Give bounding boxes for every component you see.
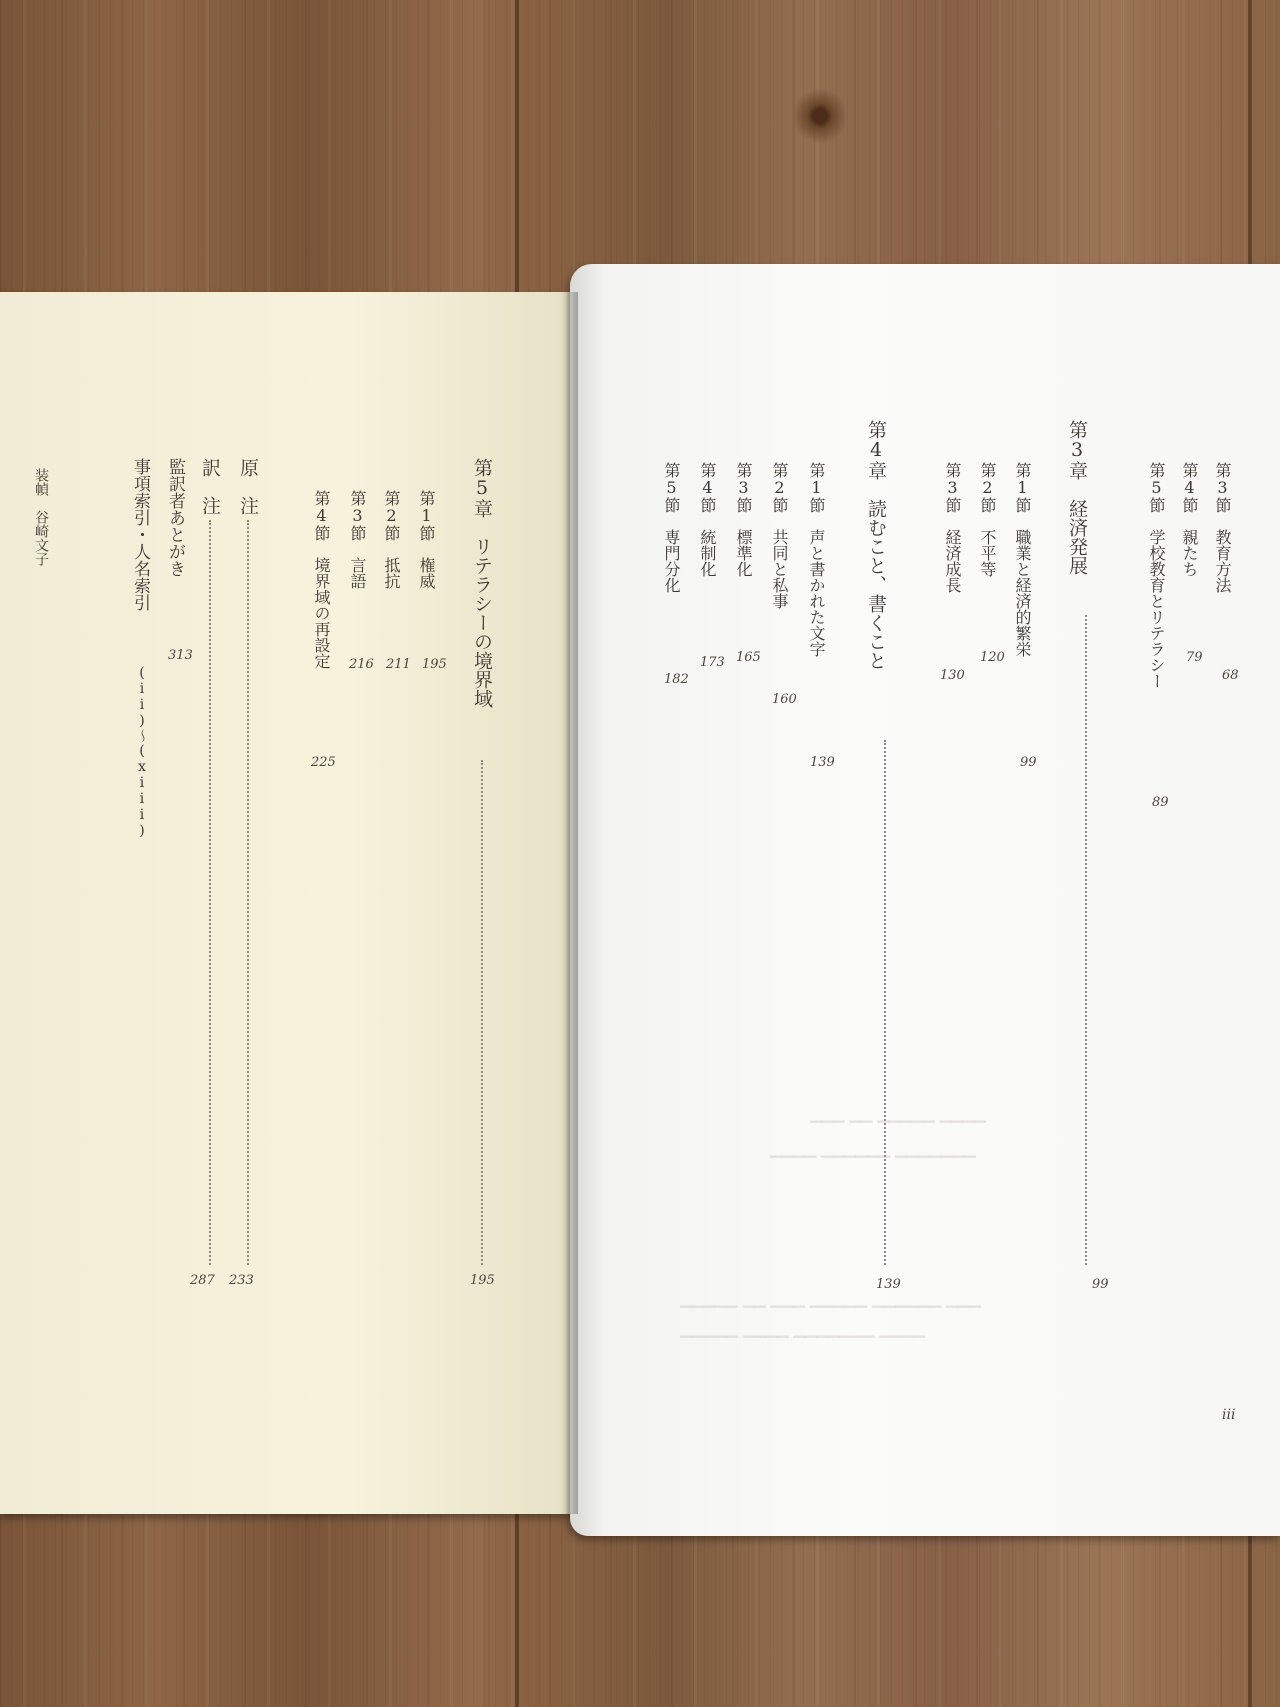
- toc-label: 第3節 経済成長: [943, 462, 962, 593]
- toc-yakuchu: [200, 458, 219, 515]
- toc-index: [131, 458, 148, 611]
- toc-section-4-1: [808, 462, 824, 657]
- toc-page-number: 182: [664, 672, 689, 687]
- bleed-through-text: ▁▁▁▁▁ ▁▁ ▁▁▁ ▁▁▁▁▁ ▁▁▁▁▁▁ ▁▁▁: [680, 1290, 981, 1308]
- toc-section-4-2: [771, 462, 787, 609]
- index-range-end: (xiii): [134, 743, 150, 839]
- bleed-through-text: ▁▁▁▁ ▁▁▁▁▁▁ ▁▁▁▁▁▁▁: [770, 1140, 976, 1158]
- toc-label: 訳 注: [199, 458, 221, 515]
- index-range-start: (ii): [134, 665, 150, 729]
- toc-page-number: 211: [386, 657, 411, 672]
- toc-page-number: 89: [1152, 795, 1169, 810]
- index-range-tilde: 〜: [134, 729, 150, 743]
- book-gutter: [566, 292, 578, 1514]
- toc-section-4-5: [663, 462, 679, 593]
- toc-label: 第3節 教育方法: [1213, 462, 1232, 593]
- book-design-credit: [34, 468, 48, 566]
- toc-leader-dots: [247, 520, 249, 1265]
- toc-label: 第5節 専門分化: [662, 462, 681, 593]
- bleed-through-text: ▁▁▁ ▁▁ ▁▁▁▁▁ ▁▁▁▁: [810, 1105, 986, 1123]
- toc-section-3-3: [944, 462, 960, 593]
- wood-knot: [792, 88, 848, 144]
- toc-label: 第5節 学校教育とリテラシー: [1147, 462, 1166, 689]
- toc-label: 第5章 リテラシーの境界域: [471, 458, 493, 708]
- toc-entry-carryover-1: [1214, 462, 1230, 593]
- toc-page-number: 225: [311, 755, 336, 770]
- toc-section-5-2: [383, 490, 399, 589]
- page-folio: iii: [1222, 1407, 1236, 1423]
- toc-label: 第4節 親たち: [1180, 462, 1199, 577]
- toc-chapter-5: [472, 458, 491, 708]
- toc-label: 第1節 職業と経済的繁栄: [1013, 462, 1032, 657]
- toc-label: 第1節 権威: [417, 490, 436, 589]
- toc-label: 第3章 経済発展: [1066, 420, 1088, 575]
- toc-page-number: 160: [772, 692, 797, 707]
- toc-leader-dots: [481, 760, 483, 1265]
- toc-label: 第4節 境界域の再設定: [312, 490, 331, 669]
- toc-afterword: [166, 458, 183, 577]
- toc-page-number: 287: [190, 1273, 215, 1288]
- toc-label: 事項索引・人名索引: [130, 458, 150, 611]
- toc-section-5-1: [418, 490, 434, 589]
- toc-entry-carryover-3: [1148, 462, 1164, 689]
- toc-section-4-4: [699, 462, 715, 577]
- toc-page-number: 99: [1020, 755, 1037, 770]
- toc-page-number: 195: [470, 1273, 495, 1288]
- toc-label: 第1節 声と書かれた文字: [807, 462, 826, 657]
- toc-label: 原 注: [237, 458, 259, 515]
- toc-genchu: [238, 458, 257, 515]
- toc-label: 第4節 統制化: [698, 462, 717, 577]
- toc-section-4-3: [735, 462, 751, 577]
- toc-page-number: 139: [810, 755, 835, 770]
- toc-page-number: 99: [1092, 1277, 1109, 1292]
- toc-section-3-1: [1014, 462, 1030, 657]
- toc-page-number: 195: [422, 657, 447, 672]
- toc-label: 第3節 言語: [348, 490, 367, 589]
- toc-section-3-2: [979, 462, 995, 577]
- toc-page-number: 79: [1186, 650, 1203, 665]
- toc-page-number: 216: [349, 657, 374, 672]
- toc-leader-dots: [209, 520, 211, 1265]
- toc-page-number: 139: [876, 1277, 901, 1292]
- toc-label: 第2節 共同と私事: [770, 462, 789, 609]
- toc-page-number: 233: [229, 1273, 254, 1288]
- toc-page-number: 173: [700, 655, 725, 670]
- toc-leader-dots: [884, 740, 886, 1265]
- toc-page-number: 165: [736, 650, 761, 665]
- toc-page-number: 68: [1222, 668, 1239, 683]
- toc-label: 第3節 標準化: [734, 462, 753, 577]
- toc-index-range: [132, 665, 152, 839]
- toc-chapter-3: [1067, 420, 1086, 575]
- toc-leader-dots: [1085, 615, 1087, 1265]
- toc-label: 装幀 谷崎文子: [33, 468, 49, 566]
- toc-page-number: 120: [980, 650, 1005, 665]
- toc-page-number: 130: [940, 668, 965, 683]
- toc-label: 第2節 不平等: [978, 462, 997, 577]
- toc-label: 監訳者あとがき: [165, 458, 185, 577]
- toc-section-5-4: [313, 490, 329, 669]
- toc-page-number: 313: [168, 648, 193, 663]
- toc-label: 第4章 読むこと、書くこと: [865, 420, 887, 670]
- toc-entry-carryover-2: [1181, 462, 1197, 577]
- right-page: [570, 264, 1280, 1536]
- bleed-through-text: ▁▁▁▁▁ ▁▁▁▁ ▁▁▁▁▁▁▁ ▁▁▁▁: [680, 1320, 926, 1338]
- toc-label: 第2節 抵抗: [382, 490, 401, 589]
- toc-chapter-4: [866, 420, 885, 670]
- toc-section-5-3: [349, 490, 365, 589]
